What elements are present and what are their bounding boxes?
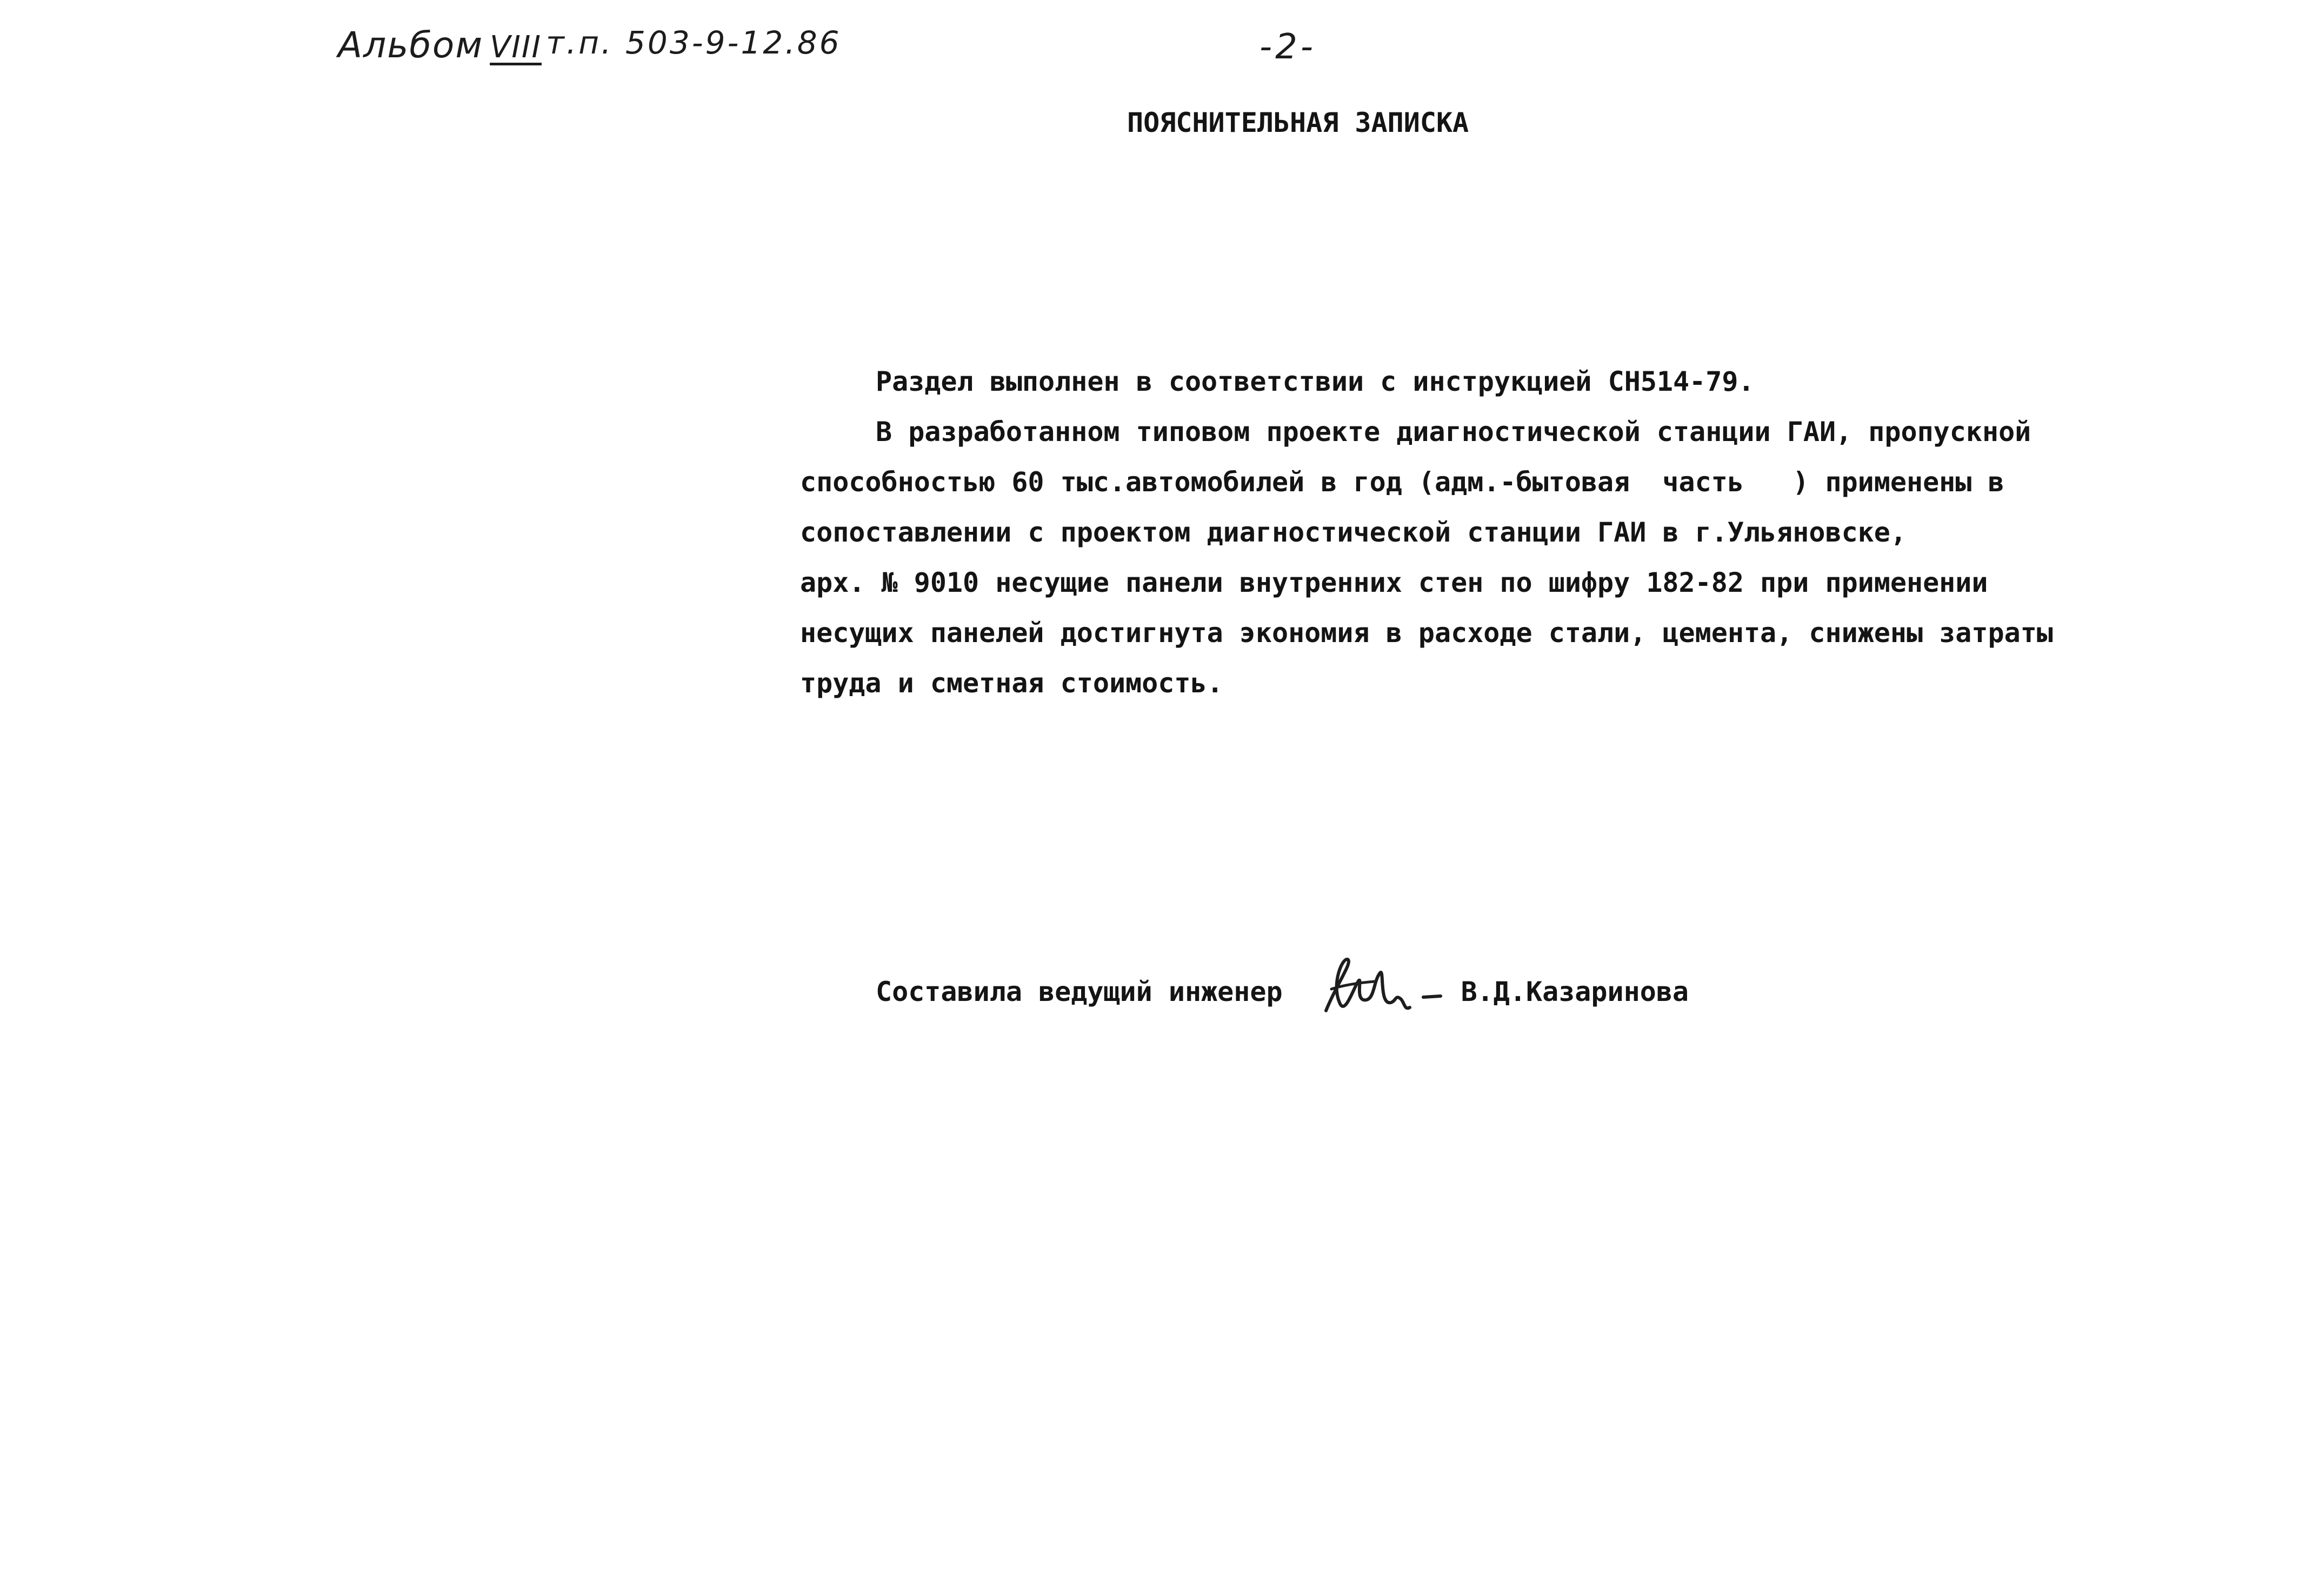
body-line: несущих панелей достигнута экономия в расходе стали, цемента, снижены затраты <box>800 617 2053 649</box>
album-word: Альбом <box>338 24 484 66</box>
signer-name: В.Д.Казаринова <box>1461 976 1689 1007</box>
document-title: ПОЯСНИТЕЛЬНАЯ ЗАПИСКА <box>1127 107 1469 138</box>
page-number: -2- <box>1260 27 1316 67</box>
body-line: арх. № 9010 несущие панели внутренних стен по шифру 182-82 при применении <box>800 567 1988 598</box>
body-line: способностью 60 тыс.автомобилей в год (адм.-бытовая часть ) применены в <box>800 466 2004 498</box>
signature-label: Составила ведущий инженер <box>876 976 1283 1007</box>
body-line: Раздел выполнен в соответствии с инструкцией СН514-79. <box>876 366 1755 397</box>
handwritten-signature <box>1315 951 1445 1032</box>
album-number: VIII <box>490 30 542 65</box>
body-line: В разработанном типовом проекте диагностической станции ГАИ, пропускной <box>876 416 2031 448</box>
signature-block <box>876 951 1689 1032</box>
project-code: т.п. 503-9-12.86 <box>546 24 842 61</box>
body-line: сопоставлении с проектом диагностической станции ГАИ в г.Ульяновске, <box>800 517 1907 548</box>
body-text <box>800 357 2053 709</box>
body-line: труда и сметная стоимость. <box>800 667 1223 699</box>
album-label <box>338 24 542 66</box>
